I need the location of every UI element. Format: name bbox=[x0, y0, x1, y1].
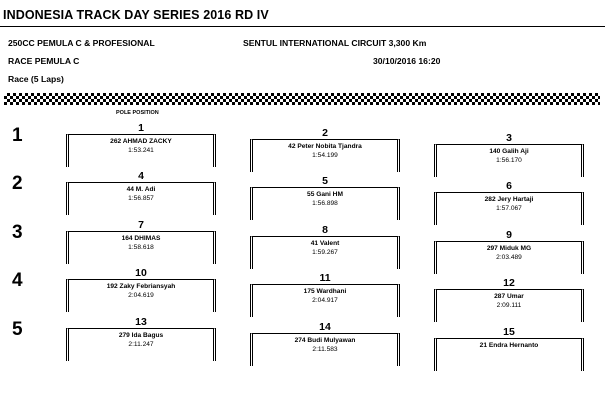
grid-slot bbox=[434, 229, 584, 274]
grid-position: 2 bbox=[322, 127, 328, 139]
lap-time: 1:58.618 bbox=[128, 244, 154, 251]
lap-time: 1:54.199 bbox=[312, 152, 338, 159]
grid-slot bbox=[434, 132, 584, 177]
lap-time: 1:57.067 bbox=[496, 205, 522, 212]
checkered-flag-banner bbox=[4, 93, 600, 105]
header-divider bbox=[0, 26, 605, 27]
lap-time: 1:53.241 bbox=[128, 147, 154, 154]
grid-slot bbox=[250, 127, 400, 172]
lap-time: 1:56.170 bbox=[496, 157, 522, 164]
race-name: RACE PEMULA C bbox=[8, 56, 80, 66]
grid-box bbox=[434, 289, 584, 322]
grid-position: 5 bbox=[322, 175, 328, 187]
grid-box bbox=[434, 338, 584, 371]
grid-row-number: 4 bbox=[12, 270, 23, 291]
grid-slot bbox=[250, 224, 400, 269]
grid-row-number: 1 bbox=[12, 125, 23, 146]
rider-name: 192 Zaky Febriansyah bbox=[106, 283, 176, 290]
grid-position: 4 bbox=[138, 170, 144, 182]
rider-name: 175 Wardhani bbox=[303, 288, 347, 295]
rider-name: 42 Peter Nobita Tjandra bbox=[288, 143, 362, 150]
grid-position: 13 bbox=[135, 316, 147, 328]
grid-position: 6 bbox=[506, 180, 512, 192]
grid-position: 9 bbox=[506, 229, 512, 241]
rider-name: 274 Budi Mulyawan bbox=[294, 337, 356, 344]
grid-box bbox=[250, 139, 400, 172]
rider-name: 297 Miduk MG bbox=[486, 245, 532, 252]
lap-time: 1:59.267 bbox=[312, 249, 338, 256]
rider-name: 287 Umar bbox=[494, 293, 524, 300]
race-laps: Race (5 Laps) bbox=[8, 74, 64, 84]
lap-time: 2:04.619 bbox=[128, 292, 154, 299]
rider-name: 55 Gani HM bbox=[307, 191, 343, 198]
grid-box bbox=[250, 236, 400, 269]
lap-time: 1:56.898 bbox=[312, 200, 338, 207]
lap-time: 1:56.857 bbox=[128, 195, 154, 202]
rider-name: 262 AHMAD ZACKY bbox=[110, 138, 172, 145]
grid-box bbox=[66, 182, 216, 215]
circuit-name: SENTUL INTERNATIONAL CIRCUIT 3,300 Km bbox=[243, 38, 427, 48]
lap-time: 2:03.489 bbox=[496, 254, 522, 261]
lap-time: 2:11.247 bbox=[128, 341, 154, 348]
page-title: INDONESIA TRACK DAY SERIES 2016 RD IV bbox=[3, 8, 269, 22]
grid-box bbox=[66, 231, 216, 264]
grid-box bbox=[66, 328, 216, 361]
rider-name: 21 Endra Hernanto bbox=[479, 342, 539, 349]
grid-slot bbox=[66, 170, 216, 215]
grid-slot bbox=[66, 122, 216, 167]
grid-slot bbox=[250, 321, 400, 366]
grid-slot bbox=[434, 277, 584, 322]
rider-name: 164 DHIMAS bbox=[121, 235, 161, 242]
grid-box bbox=[250, 187, 400, 220]
lap-time: 2:11.583 bbox=[312, 346, 338, 353]
grid-slot bbox=[434, 180, 584, 225]
grid-box bbox=[434, 241, 584, 274]
grid-position: 11 bbox=[319, 272, 331, 284]
race-datetime: 30/10/2016 16:20 bbox=[373, 56, 441, 66]
grid-position: 14 bbox=[319, 321, 331, 333]
grid-position: 10 bbox=[135, 267, 147, 279]
grid-box bbox=[434, 144, 584, 177]
pole-position-label: POLE POSITION bbox=[116, 110, 159, 116]
grid-box bbox=[250, 284, 400, 317]
rider-name: 282 Jery Hartaji bbox=[484, 196, 534, 203]
grid-slot bbox=[250, 175, 400, 220]
class-name: 250CC PEMULA C & PROFESIONAL bbox=[8, 38, 155, 48]
grid-box bbox=[66, 279, 216, 312]
grid-position: 7 bbox=[138, 219, 144, 231]
grid-position: 12 bbox=[503, 277, 515, 289]
rider-name: 41 Valent bbox=[310, 240, 340, 247]
lap-time: 2:09.111 bbox=[496, 302, 522, 309]
grid-slot bbox=[66, 316, 216, 361]
grid-box bbox=[250, 333, 400, 366]
grid-position: 3 bbox=[506, 132, 512, 144]
grid-row-number: 2 bbox=[12, 173, 23, 194]
grid-box bbox=[66, 134, 216, 167]
grid-row-number: 5 bbox=[12, 319, 23, 340]
rider-name: 44 M. Adi bbox=[126, 186, 156, 193]
lap-time: 2:04.917 bbox=[312, 297, 338, 304]
grid-position: 8 bbox=[322, 224, 328, 236]
grid-slot bbox=[434, 326, 584, 371]
grid-slot bbox=[66, 219, 216, 264]
rider-name: 140 Galih Aji bbox=[489, 148, 529, 155]
grid-row-number: 3 bbox=[12, 222, 23, 243]
rider-name: 279 Ida Bagus bbox=[118, 332, 164, 339]
grid-slot bbox=[250, 272, 400, 317]
grid-box bbox=[434, 192, 584, 225]
grid-position: 15 bbox=[503, 326, 515, 338]
grid-slot bbox=[66, 267, 216, 312]
grid-position: 1 bbox=[138, 122, 144, 134]
